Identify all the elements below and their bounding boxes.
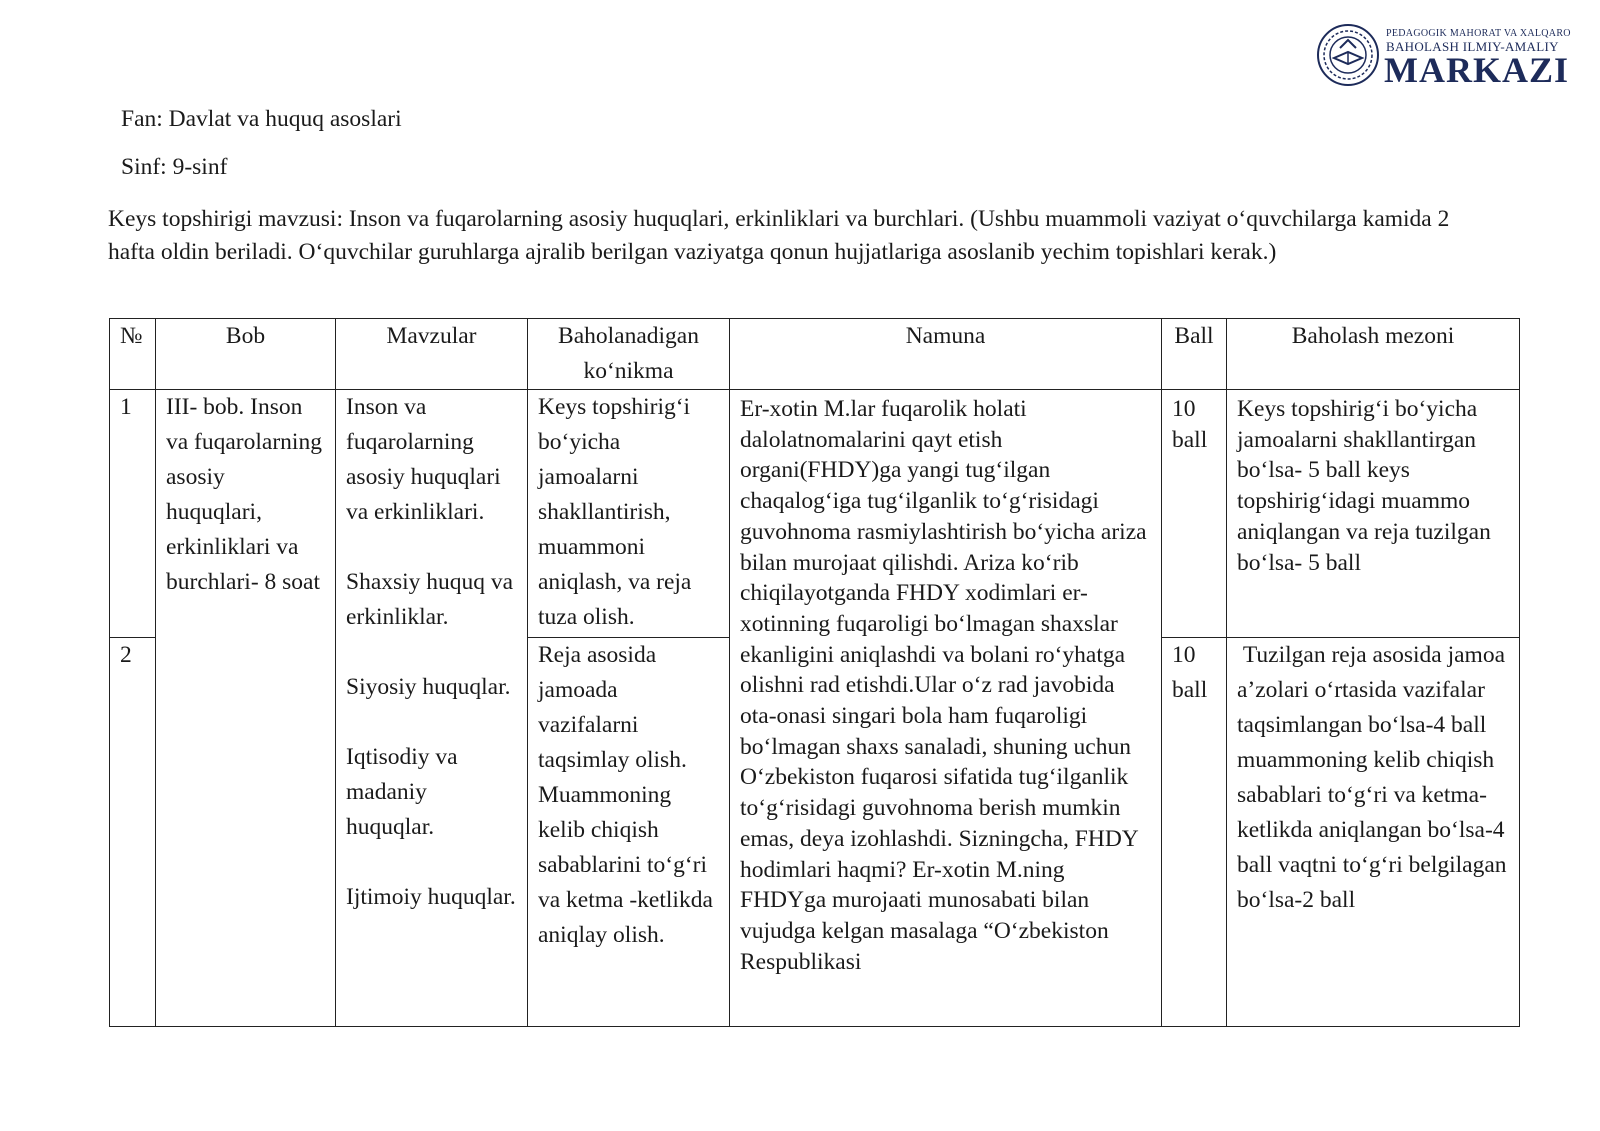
markazi-logo: [1316, 20, 1571, 92]
row-number: 1: [110, 390, 156, 638]
header-bob: Bob: [156, 319, 336, 390]
logo-line-1: PEDAGOGIK MAHORAT VA XALQARO: [1386, 28, 1571, 39]
konikma-cell: Keys topshirig‘i bo‘yicha jamoalarni shakllantirish, muammoni aniqlash, va reja tuza olish.: [528, 390, 730, 638]
row-number: 2: [110, 638, 156, 1027]
bob-cell: III- bob. Inson va fuqarolarning asosiy huquqlari, erkinliklari va burchlari- 8 soat: [156, 390, 336, 1027]
header-number: №: [110, 319, 156, 390]
ball-cell: 10 ball: [1162, 638, 1227, 1027]
mezon-cell: Keys topshirig‘i bo‘yicha jamoalarni shakllantirgan bo‘lsa- 5 ball keys topshirig‘idagi muammo aniqlangan va reja tuzilgan bo‘lsa- 5 ball: [1227, 390, 1520, 638]
grade-line: Sinf: 9-sinf: [121, 154, 228, 180]
topic-item: Iqtisodiy va madaniy huquqlar.: [346, 744, 458, 840]
assessment-table: [109, 318, 1520, 1027]
subject-line: Fan: Davlat va huquq asoslari: [121, 106, 402, 132]
namuna-cell: Er-xotin M.lar fuqarolik holati dalolatnomalarini qayt etish organi(FHDY)ga yangi tug‘ilgan chaqalog‘iga tug‘ilganlik to‘g‘risidagi guvohnoma rasmiylashtirish bo‘yicha ariza bilan murojaat qilishdi. Ariza ko‘rib chiqilayotganda FHDY xodimlari er-xotinning fuqaroligi bo‘lmagan shaxslar ekanligini aniqlashdi va bolani ro‘yhatga olishni rad etishdi.Ular o‘z rad javobida ota-onasi singari bola ham fuqaroligi bo‘lmagan shaxs sanaladi, shuning uchun O‘zbekiston fuqarosi sifatida tug‘ilganlik to‘g‘risidagi guvohnoma berish mumkin emas, deya izohlashdi. Sizningcha, FHDY hodimlari haqmi? Er-xotin M.ning FHDYga murojaati munosabati bilan vujudga kelgan masalaga “O‘zbekiston Respublikasi: [730, 390, 1162, 1027]
topic-item: Ijtimoiy huquqlar.: [346, 884, 516, 910]
header-ball: Ball: [1162, 319, 1227, 390]
mavzular-cell: [336, 390, 528, 1027]
topic-item: Shaxsiy huquq va erkinliklar.: [346, 569, 514, 630]
emblem-icon: [1316, 20, 1380, 90]
logo-line-2: BAHOLASH ILMIY-AMALIY: [1386, 39, 1559, 54]
topic-item: Siyosiy huquqlar.: [346, 674, 511, 700]
table-header-row: [110, 319, 1520, 390]
header-konikma: Baholanadigan ko‘nikma: [528, 319, 730, 390]
mezon-cell: Tuzilgan reja asosida jamoa a’zolari o‘rtasida vazifalar taqsimlangan bo‘lsa-4 ball muammoning kelib chiqish sabablari to‘g‘ri va ketma-ketlikda aniqlangan bo‘lsa-4 ball vaqtni to‘g‘ri belgilagan bo‘lsa-2 ball: [1227, 638, 1520, 1027]
topic-item: Inson va fuqarolarning asosiy huquqlari va erkinliklari.: [346, 394, 501, 525]
konikma-cell: Reja asosida jamoada vazifalarni taqsimlay olish. Muammoning kelib chiqish sabablarini to‘g‘ri va ketma -ketlikda aniqlay olish.: [528, 638, 730, 1027]
header-mavzular: Mavzular: [336, 319, 528, 390]
logo-line-3: MARKAZI: [1384, 50, 1569, 90]
ball-cell: 10 ball: [1162, 390, 1227, 638]
case-task-description: Keys topshirigi mavzusi: Inson va fuqarolarning asosiy huquqlari, erkinliklari va burchlari. (Ushbu muammoli vaziyat o‘quvchilarga kamida 2 hafta oldin beriladi. O‘quvchilar guruhlarga ajralib berilgan vaziyatga qonun hujjatlariga asoslanib yechim topishlari kerak.): [108, 206, 1450, 265]
header-mezon: Baholash mezoni: [1227, 319, 1520, 390]
table-row: [110, 390, 1520, 638]
header-namuna: Namuna: [730, 319, 1162, 390]
